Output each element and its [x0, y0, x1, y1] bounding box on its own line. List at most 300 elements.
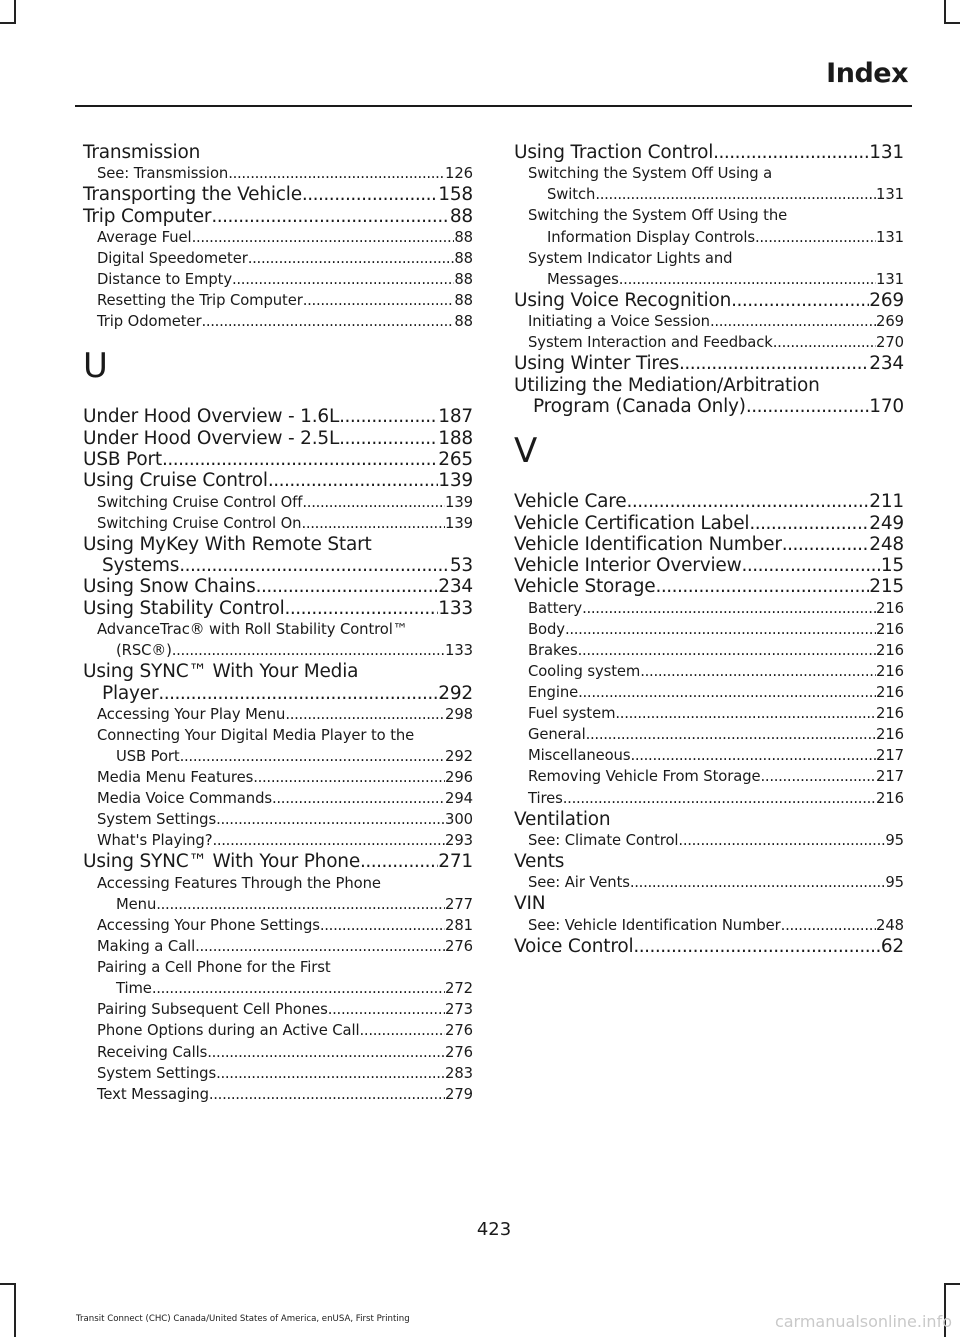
- entry-text: Miscellaneous: [528, 747, 631, 765]
- dot-leader: [782, 534, 870, 555]
- dot-leader: [360, 851, 438, 872]
- index-entry: [514, 534, 904, 555]
- page-ref: 277: [445, 895, 473, 913]
- page-ref: 276: [445, 1022, 473, 1040]
- entry-text: What's Playing?: [97, 832, 213, 850]
- entry-text: Ventilation: [514, 808, 611, 830]
- dot-leader: [619, 269, 876, 290]
- dot-leader: [586, 724, 876, 745]
- dot-leader: [578, 682, 876, 703]
- entry-row: [83, 576, 473, 597]
- header-divider: [75, 105, 912, 107]
- dot-leader: [582, 598, 876, 619]
- entry-text: Switching the System Off Using a: [528, 165, 773, 183]
- dot-leader: [302, 184, 438, 205]
- index-subentry: [83, 999, 473, 1020]
- entry-row: [83, 683, 473, 704]
- entry-text: See: Climate Control: [528, 831, 679, 849]
- entry-row: [97, 248, 473, 269]
- entry-text: Switching Cruise Control Off: [97, 493, 303, 511]
- entry-text: Accessing Your Phone Settings: [97, 916, 320, 934]
- entry-row: [528, 661, 904, 682]
- entry-text: System Settings: [97, 811, 217, 829]
- entry-text: Pairing a Cell Phone for the First: [97, 959, 331, 977]
- entry-row: [528, 269, 904, 290]
- index-subentry: [514, 163, 904, 205]
- index-entry: [514, 142, 904, 163]
- page-ref: 133: [445, 642, 473, 660]
- section-letter: U: [83, 346, 108, 387]
- entry-text: See: Vehicle Identification Number: [528, 916, 781, 934]
- entry-text: Switch: [547, 186, 596, 204]
- index-subentry: [83, 311, 473, 332]
- entry-text: Time: [116, 980, 152, 998]
- entry-row: [97, 269, 473, 290]
- entry-row: [514, 936, 904, 957]
- page-ref: 62: [880, 935, 904, 957]
- entry-text: Media Voice Commands: [97, 790, 272, 808]
- page-title: Index: [826, 58, 908, 89]
- page-ref: 216: [876, 684, 904, 702]
- entry-row: [97, 704, 473, 725]
- dot-leader: [156, 894, 445, 915]
- entry-row: [514, 396, 904, 417]
- page-ref: 234: [438, 576, 473, 598]
- page-ref: 276: [445, 938, 473, 956]
- dot-leader: [152, 978, 445, 999]
- entry-text: Menu: [116, 895, 157, 913]
- page-ref: 88: [454, 313, 473, 331]
- dot-leader: [216, 1063, 445, 1084]
- entry-row: [528, 766, 904, 787]
- entry-row: [97, 830, 473, 851]
- entry-text: Trip Computer: [83, 205, 212, 227]
- page-ref: 300: [445, 811, 473, 829]
- index-entry: [514, 851, 904, 872]
- entry-text: Accessing Your Play Menu: [97, 705, 286, 723]
- entry-row: [97, 746, 473, 767]
- crop-mark: [14, 0, 16, 22]
- dot-leader: [302, 492, 445, 513]
- index-subentry: [83, 1020, 473, 1041]
- page-ref: 272: [445, 980, 473, 998]
- entry-text: Trip Odometer: [97, 313, 202, 331]
- entry-row: [97, 788, 473, 809]
- entry-text: Transporting the Vehicle: [83, 184, 302, 206]
- page-ref: 188: [438, 427, 473, 449]
- index-entry: [83, 534, 473, 577]
- dot-leader: [158, 683, 438, 704]
- page-ref: 139: [445, 514, 473, 532]
- entry-row: [97, 936, 473, 957]
- index-subentry: [514, 766, 904, 787]
- page-ref: 139: [445, 493, 473, 511]
- entry-text: (RSC®): [116, 642, 172, 660]
- dot-leader: [232, 269, 454, 290]
- entry-text: Removing Vehicle From Storage: [528, 768, 761, 786]
- entry-row: [97, 492, 473, 513]
- index-entry: [83, 428, 473, 449]
- index-subentry: [514, 598, 904, 619]
- entry-row: [83, 428, 473, 449]
- entry-text: Systems: [102, 555, 180, 577]
- crop-mark: [944, 22, 960, 24]
- page-ref: 217: [876, 768, 904, 786]
- entry-text: General: [528, 726, 586, 744]
- index-subentry: [83, 1063, 473, 1084]
- index-subentry: [514, 830, 904, 851]
- dot-leader: [678, 830, 885, 851]
- entry-text: System Interaction and Feedback: [528, 334, 773, 352]
- page-ref: 276: [445, 1043, 473, 1061]
- entry-row: [514, 142, 904, 163]
- index-subentry: [83, 227, 473, 248]
- page-ref: 269: [876, 313, 904, 331]
- dot-leader: [630, 745, 876, 766]
- index-subentry: [83, 513, 473, 534]
- entry-text: Average Fuel: [97, 228, 192, 246]
- dot-leader: [328, 999, 445, 1020]
- entry-text: Program (Canada Only): [533, 395, 746, 417]
- index-subentry: [514, 745, 904, 766]
- entry-row: [514, 353, 904, 374]
- index-subentry: [514, 205, 904, 247]
- entry-text: Utilizing the Mediation/Arbitration: [514, 374, 820, 396]
- index-subentry: [83, 492, 473, 513]
- dot-leader: [228, 163, 445, 184]
- dot-leader: [755, 227, 876, 248]
- page-ref: 131: [869, 142, 904, 163]
- dot-leader: [285, 598, 439, 619]
- page-ref: 187: [438, 406, 473, 428]
- index-subentry: [514, 332, 904, 353]
- entry-row: [528, 872, 904, 893]
- entry-text: Text Messaging: [97, 1085, 209, 1103]
- entry-row: [514, 290, 904, 311]
- index-entry: [83, 184, 473, 205]
- entry-text: Digital Speedometer: [97, 250, 248, 268]
- entry-text: Body: [528, 620, 565, 638]
- index-entry: [83, 406, 473, 427]
- dot-leader: [256, 576, 439, 597]
- dot-leader: [268, 470, 438, 491]
- index-subentry: [83, 915, 473, 936]
- entry-text: Using Winter Tires: [514, 353, 680, 375]
- index-subentry: [514, 703, 904, 724]
- watermark: carmanualsonline.info: [774, 1312, 952, 1331]
- entry-row: [528, 703, 904, 724]
- page-ref: 216: [876, 789, 904, 807]
- entry-row: [97, 1042, 473, 1063]
- index-subentry: [83, 873, 473, 915]
- page-ref: 279: [445, 1085, 473, 1103]
- dot-leader: [207, 1042, 445, 1063]
- page-ref: 270: [876, 334, 904, 352]
- entry-row: [528, 915, 904, 936]
- index-entry: [83, 851, 473, 872]
- entry-row: [528, 724, 904, 745]
- index-entry: [83, 576, 473, 597]
- page-ref: 53: [449, 555, 473, 577]
- entry-row: [97, 1020, 473, 1041]
- crop-mark: [0, 22, 16, 24]
- page-ref: 88: [454, 292, 473, 310]
- entry-text: Pairing Subsequent Cell Phones: [97, 1001, 328, 1019]
- page-ref: 215: [869, 576, 904, 598]
- entry-text: Vehicle Identification Number: [514, 533, 782, 555]
- entry-text: VIN: [514, 893, 546, 915]
- page-ref: 296: [445, 769, 473, 787]
- entry-row: [97, 1063, 473, 1084]
- dot-leader: [320, 915, 445, 936]
- dot-leader: [773, 332, 876, 353]
- page-ref: 88: [454, 271, 473, 289]
- index-entry: [514, 513, 904, 534]
- entry-row: [97, 311, 473, 332]
- entry-row: [528, 332, 904, 353]
- page-ref: 170: [869, 395, 904, 417]
- entry-row: [514, 534, 904, 555]
- entry-row: [83, 598, 473, 619]
- dot-leader: [162, 449, 438, 470]
- entry-text: Using SYNC™ With Your Media: [83, 661, 359, 683]
- entry-text: Transmission: [83, 142, 201, 163]
- entry-row: [97, 894, 473, 915]
- dot-leader: [565, 619, 876, 640]
- entry-row: [83, 206, 473, 227]
- dot-leader: [630, 872, 885, 893]
- dot-leader: [615, 703, 876, 724]
- page-ref: 293: [445, 832, 473, 850]
- entry-text: Vents: [514, 851, 565, 873]
- index-entry: [83, 206, 473, 227]
- entry-text: Switching Cruise Control On: [97, 514, 302, 532]
- entry-row: [528, 598, 904, 619]
- index-entry: [83, 449, 473, 470]
- page-ref: 126: [445, 165, 473, 183]
- page-ref: 139: [438, 470, 473, 492]
- page-ref: 234: [869, 353, 904, 375]
- page-ref: 88: [454, 250, 473, 268]
- index-subentry: [514, 788, 904, 809]
- dot-leader: [253, 767, 445, 788]
- entry-row: [97, 1084, 473, 1105]
- page-ref: 292: [445, 747, 473, 765]
- entry-row: [97, 513, 473, 534]
- entry-text: AdvanceTrac® with Roll Stability Control™: [97, 621, 408, 639]
- dot-leader: [749, 513, 869, 534]
- index-entry: [514, 555, 904, 576]
- page-ref: 216: [876, 663, 904, 680]
- entry-text: Making a Call: [97, 938, 196, 956]
- dot-leader: [713, 142, 869, 163]
- index-entry: [514, 809, 904, 830]
- index-entry: [83, 470, 473, 491]
- index-entry: [514, 491, 904, 512]
- entry-row: [528, 745, 904, 766]
- dot-leader: [761, 766, 877, 787]
- entry-row: [83, 449, 473, 470]
- crop-mark: [944, 1283, 960, 1285]
- entry-text: Brakes: [528, 641, 578, 659]
- page-ref: 265: [438, 449, 473, 471]
- page-ref: 269: [869, 289, 904, 311]
- index-entry: [514, 936, 904, 957]
- entry-text: Under Hood Overview - 1.6L: [83, 406, 340, 428]
- page-ref: 248: [876, 916, 904, 934]
- entry-text: Accessing Features Through the Phone: [97, 874, 381, 892]
- index-subentry: [514, 640, 904, 661]
- entry-text: System Indicator Lights and: [528, 249, 733, 267]
- entry-row: [514, 555, 904, 576]
- entry-row: [514, 491, 904, 512]
- dot-leader: [731, 290, 869, 311]
- page-number: 423: [476, 1219, 512, 1240]
- dot-leader: [195, 936, 445, 957]
- page-ref: 248: [869, 533, 904, 555]
- entry-row: [514, 576, 904, 597]
- dot-leader: [679, 353, 869, 374]
- entry-text: Player: [102, 682, 159, 704]
- entry-row: [83, 470, 473, 491]
- entry-row: [528, 184, 904, 205]
- entry-text: Using Cruise Control: [83, 470, 268, 492]
- page-ref: 131: [876, 270, 904, 288]
- index-subentry: [83, 957, 473, 999]
- index-subentry: [83, 704, 473, 725]
- page-ref: 294: [445, 790, 473, 808]
- entry-text: Media Menu Features: [97, 769, 254, 787]
- page-ref: 283: [445, 1064, 473, 1082]
- entry-text: Receiving Calls: [97, 1043, 208, 1061]
- dot-leader: [216, 809, 445, 830]
- index-entry: [83, 598, 473, 619]
- section-letter: V: [514, 431, 538, 472]
- dot-leader: [710, 311, 876, 332]
- dot-leader: [180, 746, 445, 767]
- index-subentry: [83, 1084, 473, 1105]
- index-entry: [514, 576, 904, 597]
- index-subentry: [83, 290, 473, 311]
- entry-text: Tires: [528, 789, 563, 807]
- entry-row: [97, 978, 473, 999]
- page-ref: 131: [876, 186, 904, 204]
- index-subentry: [514, 311, 904, 332]
- index-subentry: [83, 767, 473, 788]
- dot-leader: [209, 1084, 445, 1105]
- dot-leader: [339, 428, 438, 449]
- entry-text: See: Transmission: [97, 165, 229, 183]
- index-column-left: [83, 142, 473, 1105]
- entry-row: [83, 555, 473, 576]
- dot-leader: [303, 290, 455, 311]
- dot-leader: [248, 248, 455, 269]
- dot-leader: [563, 788, 876, 809]
- page-ref: 133: [438, 597, 473, 619]
- dot-leader: [339, 406, 438, 427]
- page-ref: 298: [445, 705, 473, 723]
- entry-text: Messages: [547, 270, 619, 288]
- page-ref: 273: [445, 1001, 473, 1019]
- page-ref: 88: [449, 205, 473, 227]
- dot-leader: [285, 704, 445, 725]
- page-ref: 88: [454, 228, 473, 246]
- entry-row: [97, 227, 473, 248]
- entry-text: Vehicle Certification Label: [514, 512, 750, 534]
- entry-text: Vehicle Storage: [514, 576, 656, 598]
- index-entry: [514, 375, 904, 418]
- page-ref: 131: [876, 228, 904, 246]
- index-column-right: [514, 142, 904, 957]
- entry-row: [83, 184, 473, 205]
- dot-leader: [578, 640, 876, 661]
- entry-text: System Settings: [97, 1064, 217, 1082]
- entry-text: Using Stability Control: [83, 597, 285, 619]
- page-ref: 281: [445, 916, 473, 934]
- dot-leader: [640, 661, 876, 682]
- entry-row: [514, 513, 904, 534]
- page-ref: 211: [869, 491, 904, 513]
- entry-text: Using SYNC™ With Your Phone: [83, 851, 361, 873]
- entry-row: [83, 406, 473, 427]
- entry-text: Using Voice Recognition: [514, 289, 732, 311]
- index-subentry: [514, 619, 904, 640]
- page-ref: 216: [876, 599, 904, 617]
- index-subentry: [83, 1042, 473, 1063]
- page-ref: 271: [438, 851, 473, 873]
- entry-text: Phone Options during an Active Call: [97, 1022, 360, 1040]
- index-subentry: [83, 788, 473, 809]
- index-subentry: [83, 163, 473, 184]
- dot-leader: [742, 555, 881, 576]
- index-entry: [514, 353, 904, 374]
- index-subentry: [514, 724, 904, 745]
- page-ref: 95: [885, 831, 904, 849]
- dot-leader: [172, 640, 445, 661]
- index-subentry: [83, 269, 473, 290]
- entry-text: Using Traction Control: [514, 142, 714, 163]
- entry-row: [528, 227, 904, 248]
- entry-text: Voice Control: [514, 935, 634, 957]
- entry-text: Cooling system: [528, 663, 641, 680]
- crop-mark: [0, 1283, 16, 1285]
- footer-text: Transit Connect (CHC) Canada/United States of America, enUSA, First Printing: [76, 1314, 410, 1324]
- index-subentry: [83, 619, 473, 661]
- entry-row: [528, 311, 904, 332]
- entry-row: [528, 830, 904, 851]
- index-entry: [83, 142, 473, 163]
- crop-mark: [944, 0, 946, 22]
- entry-text: Using Snow Chains: [83, 576, 256, 598]
- entry-text: Under Hood Overview - 2.5L: [83, 427, 340, 449]
- entry-text: USB Port: [116, 747, 180, 765]
- crop-mark: [14, 1283, 16, 1337]
- page-ref: 158: [438, 184, 473, 206]
- entry-text: USB Port: [83, 449, 162, 471]
- page-ref: 216: [876, 620, 904, 638]
- page-ref: 249: [869, 512, 904, 534]
- page-ref: 216: [876, 726, 904, 744]
- index-subentry: [514, 915, 904, 936]
- entry-text: Connecting Your Digital Media Player to the: [97, 726, 415, 744]
- index-subentry: [514, 661, 904, 682]
- entry-text: Information Display Controls: [547, 228, 755, 246]
- entry-text: See: Air Vents: [528, 874, 630, 892]
- entry-text: Using MyKey With Remote Start: [83, 533, 372, 555]
- entry-row: [83, 851, 473, 872]
- index-subentry: [83, 809, 473, 830]
- entry-row: [528, 788, 904, 809]
